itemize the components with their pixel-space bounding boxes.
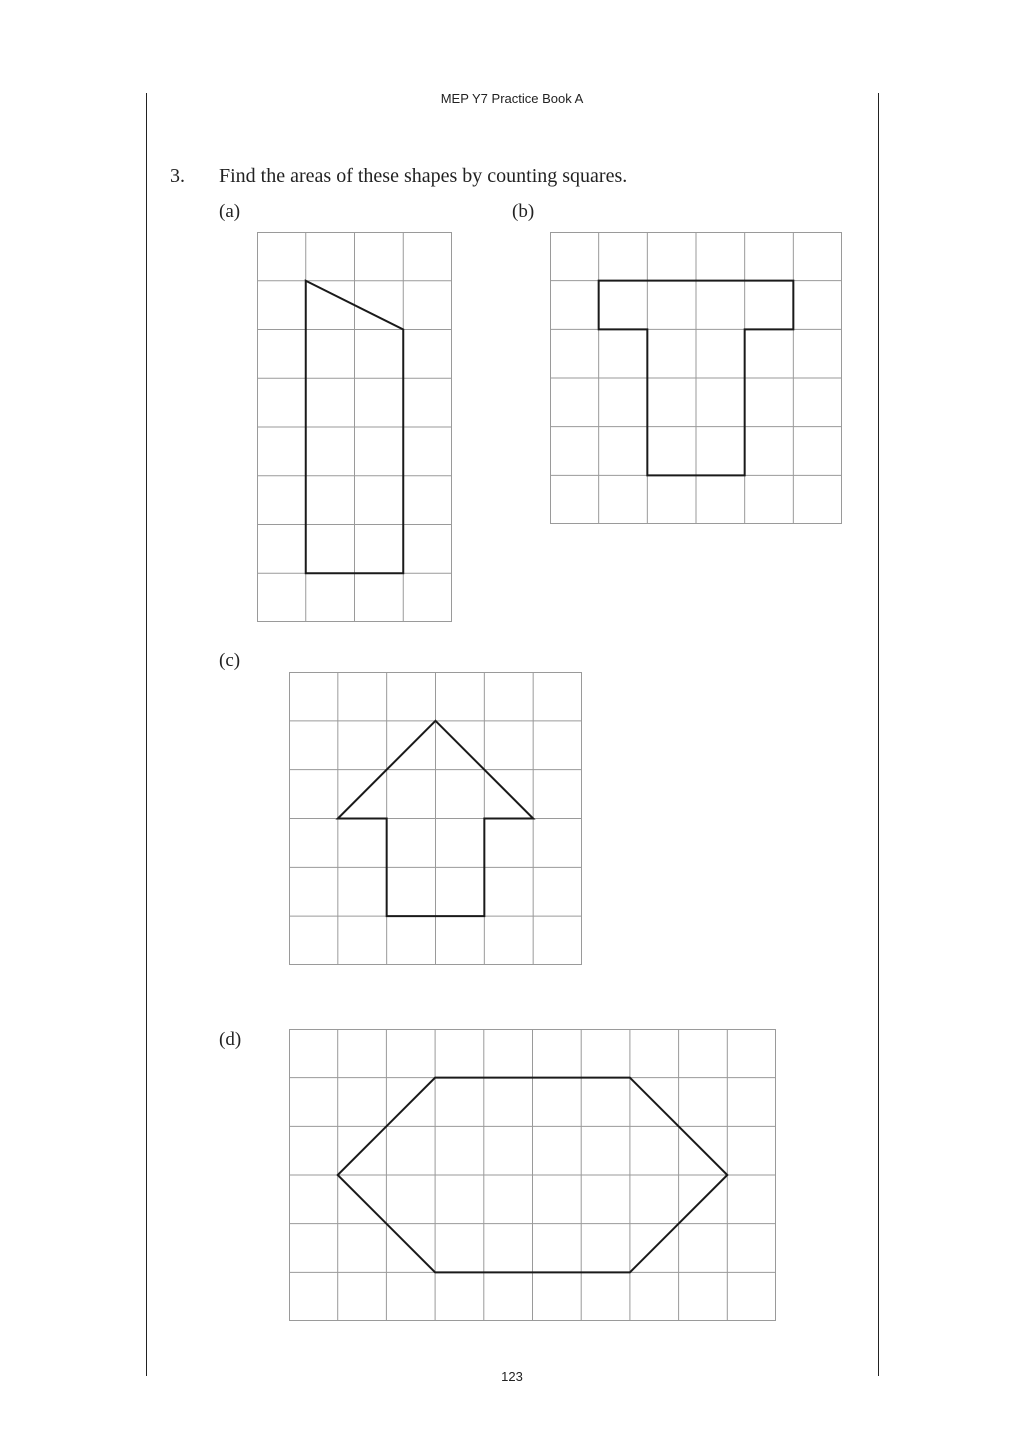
part-b-label: (b) — [512, 201, 535, 222]
running-header: MEP Y7 Practice Book A — [440, 91, 584, 106]
question-number: 3. — [170, 165, 185, 187]
part-a-grid — [257, 232, 452, 622]
part-c-grid — [289, 672, 582, 965]
part-d-label: (d) — [219, 1029, 242, 1050]
page-number: 123 — [501, 1369, 523, 1384]
part-a-label: (a) — [219, 201, 241, 222]
part-d-grid — [289, 1029, 776, 1321]
part-c-label: (c) — [219, 650, 241, 671]
left-margin-rule — [146, 93, 147, 1376]
right-margin-rule — [878, 93, 879, 1376]
question-text: Find the areas of these shapes by counting squares. — [219, 165, 628, 187]
part-b-grid — [550, 232, 842, 524]
